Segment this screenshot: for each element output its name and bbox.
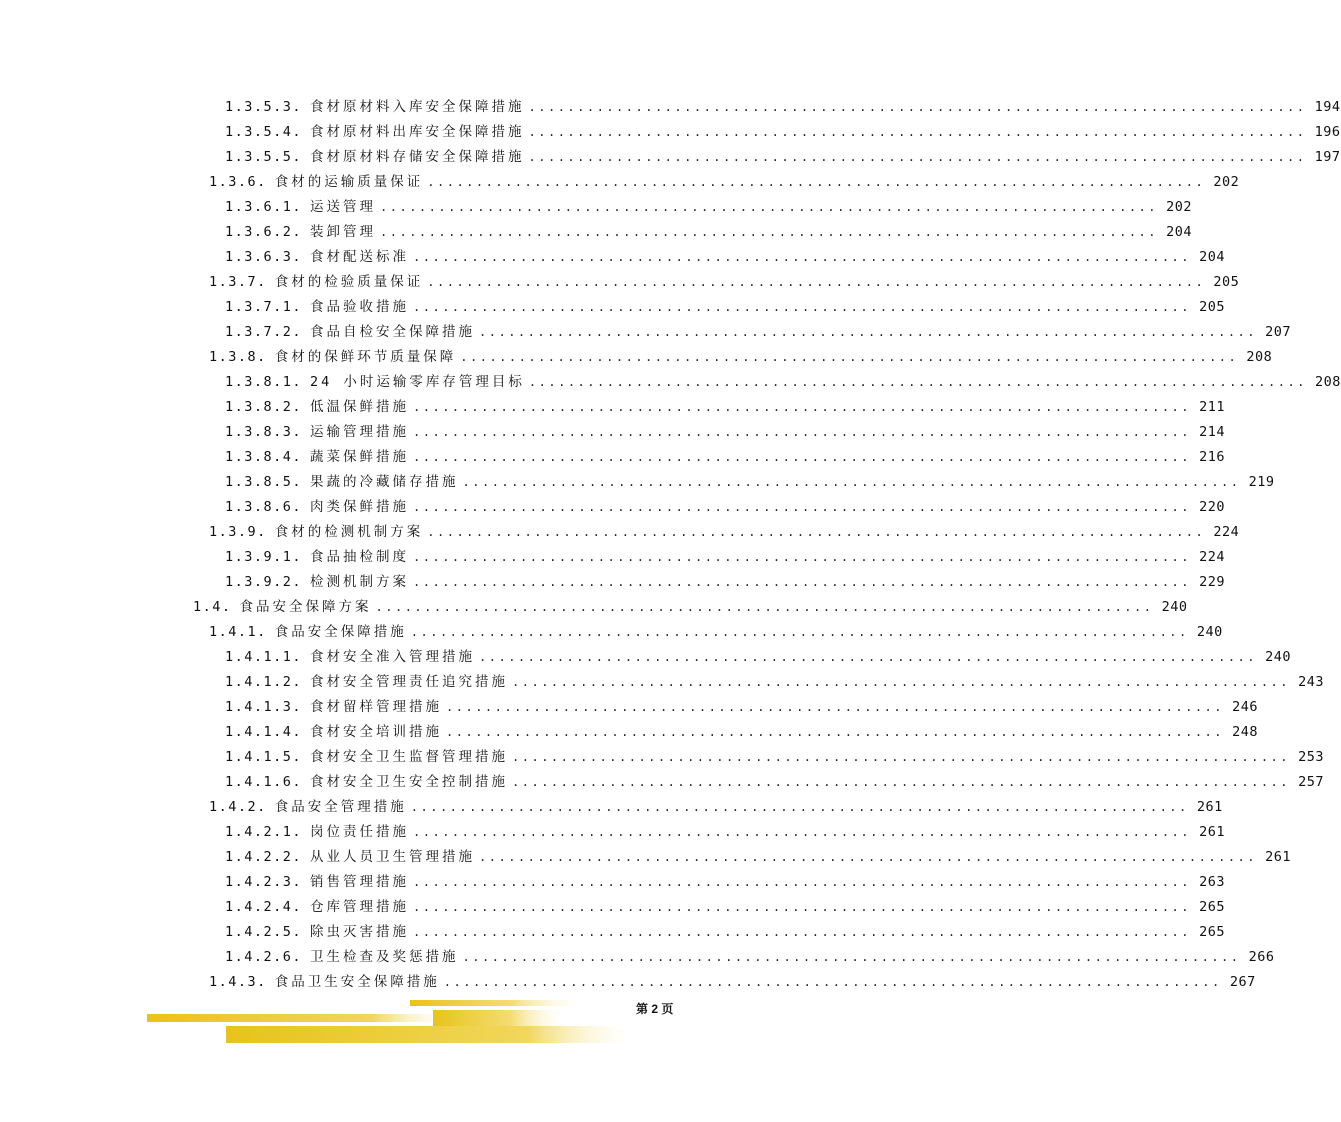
toc-entry-title: 销售管理措施 [310,874,410,890]
toc-entry-page: 196 [1314,124,1341,140]
toc-entry-page: 243 [1298,674,1324,690]
toc-dot-leader: ................................................................................ [528,100,1307,114]
toc-dot-leader: ................................................................................ [413,825,1191,839]
toc-entry-page: 240 [1265,649,1291,665]
toc-entry-number: 1.3.6.3. [225,249,303,265]
toc-entry-number: 1.3.9.1. [225,549,303,565]
toc-dot-leader: ................................................................................ [413,550,1191,564]
toc-dot-leader: ................................................................................ [460,350,1239,364]
toc-entry-page: 219 [1248,474,1275,490]
toc-entry-title: 低温保鲜措施 [310,399,410,415]
toc-entry-number: 1.4.1.5. [225,749,303,765]
toc-entry[interactable] [0,645,1291,670]
toc-entry-page: 194 [1314,99,1341,115]
toc-entry-page: 253 [1298,749,1324,765]
toc-entry[interactable] [0,470,1275,495]
toc-entry-title: 运送管理 [310,199,377,215]
toc-entry-number: 1.4.1.4. [225,724,303,740]
toc-entry-page: 240 [1196,624,1223,640]
toc-entry-title: 食品自检安全保障措施 [310,324,476,340]
toc-entry[interactable] [0,695,1258,720]
toc-dot-leader: ................................................................................ [512,750,1290,764]
toc-entry-title: 食材安全卫生安全控制措施 [310,774,509,790]
toc-entry-number: 1.3.8.6. [225,499,303,515]
toc-entry-page: 240 [1161,599,1188,615]
toc-entry[interactable] [0,320,1291,345]
toc-entry-title: 食材安全准入管理措施 [310,649,476,665]
toc-entry-title: 食材原材料出库安全保障措施 [310,124,525,140]
toc-entry[interactable] [0,245,1225,270]
toc-entry[interactable] [0,295,1225,320]
toc-entry[interactable] [0,270,1240,295]
toc-entry-number: 1.3.8.4. [225,449,303,465]
toc-entry-title: 岗位责任措施 [310,824,410,840]
toc-entry-number: 1.4.2.3. [225,874,303,890]
toc-entry-page: 266 [1248,949,1275,965]
toc-entry-title: 果蔬的冷藏储存措施 [310,474,459,490]
toc-entry[interactable] [0,920,1225,945]
toc-dot-leader: ................................................................................ [410,800,1189,814]
toc-entry-number: 1.4.1.2. [225,674,303,690]
toc-entry-page: 229 [1199,574,1225,590]
toc-entry-page: 265 [1199,924,1225,940]
toc-dot-leader: ................................................................................ [479,325,1257,339]
toc-entry-page: 246 [1232,699,1258,715]
toc-entry-page: 205 [1199,299,1225,315]
toc-entry-title: 食材安全培训措施 [310,724,443,740]
toc-dot-leader: ................................................................................ [427,525,1206,539]
table-of-contents [0,95,1341,995]
toc-dot-leader: ................................................................................ [427,275,1206,289]
toc-dot-leader: ................................................................................ [413,300,1191,314]
toc-entry-number: 1.3.8.5. [225,474,303,490]
toc-dot-leader: ................................................................................ [462,475,1241,489]
toc-dot-leader: ................................................................................ [380,200,1158,214]
toc-entry-number: 1.4.2.2. [225,849,303,865]
toc-dot-leader: ................................................................................ [413,925,1191,939]
footer-decoration [0,995,793,1055]
toc-entry-number: 1.3.9. [209,524,267,540]
toc-entry-page: 261 [1199,824,1225,840]
toc-entry-number: 1.4.2.6. [225,949,303,965]
toc-entry-title: 食材的检验质量保证 [274,274,424,290]
toc-entry-number: 1.3.8.1. [225,374,303,390]
toc-entry[interactable] [0,520,1240,545]
toc-dot-leader: ................................................................................ [479,650,1257,664]
toc-entry[interactable] [0,745,1324,770]
toc-entry-page: 202 [1213,174,1240,190]
toc-entry[interactable] [0,670,1324,695]
toc-entry[interactable] [0,195,1192,220]
toc-entry-page: 202 [1166,199,1192,215]
toc-dot-leader: ................................................................................ [528,125,1307,139]
toc-entry-number: 1.3.9.2. [225,574,303,590]
toc-dot-leader: ................................................................................ [413,500,1191,514]
toc-entry-page: 263 [1199,874,1225,890]
toc-entry-number: 1.4.2. [209,799,267,815]
toc-entry[interactable] [0,945,1275,970]
toc-entry-title: 食材原材料入库安全保障措施 [310,99,525,115]
toc-entry[interactable] [0,970,1256,995]
toc-entry-title: 食品验收措施 [310,299,410,315]
toc-entry[interactable] [0,95,1341,120]
toc-entry[interactable] [0,420,1225,445]
toc-entry[interactable] [0,220,1192,245]
toc-entry-title: 食品卫生安全保障措施 [274,974,440,990]
toc-entry-title: 食材原材料存储安全保障措施 [310,149,525,165]
toc-entry-number: 1.3.8.3. [225,424,303,440]
toc-entry-page: 216 [1199,449,1225,465]
toc-entry-title: 卫生检查及奖惩措施 [310,949,459,965]
toc-entry-page: 248 [1232,724,1258,740]
toc-entry-number: 1.4.1. [209,624,267,640]
toc-entry-number: 1.4. [193,599,232,615]
toc-entry-title: 食品抽检制度 [310,549,410,565]
toc-entry-number: 1.3.6.2. [225,224,303,240]
toc-dot-leader: ................................................................................ [413,400,1191,414]
toc-entry-page: 207 [1265,324,1291,340]
toc-entry-number: 1.4.1.3. [225,699,303,715]
toc-entry-page: 224 [1199,549,1225,565]
toc-entry-title: 装卸管理 [310,224,377,240]
toc-entry-page: 204 [1166,224,1192,240]
toc-entry-title: 运输管理措施 [310,424,410,440]
toc-entry-title: 食材的保鲜环节质量保障 [274,349,457,365]
toc-entry[interactable] [0,145,1341,170]
toc-entry-number: 1.4.1.1. [225,649,303,665]
toc-entry-title: 检测机制方案 [310,574,410,590]
toc-dot-leader: ................................................................................ [512,675,1290,689]
toc-entry-page: 208 [1315,374,1341,390]
toc-dot-leader: ................................................................................ [410,625,1189,639]
toc-entry-page: 220 [1199,499,1225,515]
toc-dot-leader: ................................................................................ [413,450,1191,464]
toc-entry-number: 1.4.2.1. [225,824,303,840]
toc-entry-page: 261 [1196,799,1223,815]
toc-entry[interactable] [0,120,1341,145]
page-number: 第 2 页 [636,1002,674,1016]
toc-entry-page: 265 [1199,899,1225,915]
toc-entry-number: 1.3.8. [209,349,267,365]
toc-dot-leader: ................................................................................ [528,375,1307,389]
toc-entry[interactable] [0,345,1273,370]
toc-entry-title: 24 小时运输零库存管理目标 [310,374,525,390]
toc-entry[interactable] [0,570,1225,595]
toc-entry-page: 205 [1213,274,1240,290]
toc-entry-number: 1.3.7.1. [225,299,303,315]
toc-entry-number: 1.3.7.2. [225,324,303,340]
toc-dot-leader: ................................................................................ [462,950,1241,964]
toc-entry[interactable] [0,545,1225,570]
toc-entry-title: 食材留样管理措施 [310,699,443,715]
toc-dot-leader: ................................................................................ [479,850,1257,864]
toc-entry-title: 食材安全卫生监督管理措施 [310,749,509,765]
toc-dot-leader: ................................................................................ [427,175,1206,189]
toc-entry-title: 食材安全管理责任追究措施 [310,674,509,690]
toc-entry[interactable] [0,820,1225,845]
toc-entry-title: 食品安全管理措施 [274,799,407,815]
toc-entry-number: 1.4.2.5. [225,924,303,940]
toc-entry-number: 1.4.3. [209,974,267,990]
toc-entry-number: 1.3.8.2. [225,399,303,415]
toc-entry-number: 1.3.5.4. [225,124,303,140]
toc-entry-page: 197 [1314,149,1341,165]
toc-entry-number: 1.4.2.4. [225,899,303,915]
toc-dot-leader: ................................................................................ [446,700,1224,714]
toc-entry-title: 食材配送标准 [310,249,410,265]
toc-entry-page: 224 [1213,524,1240,540]
toc-dot-leader: ................................................................................ [413,875,1191,889]
toc-dot-leader: ................................................................................ [512,775,1290,789]
toc-dot-leader: ................................................................................ [528,150,1307,164]
toc-entry[interactable] [0,770,1324,795]
toc-entry[interactable] [0,595,1188,620]
toc-dot-leader: ................................................................................ [413,575,1191,589]
toc-entry-title: 从业人员卫生管理措施 [310,849,476,865]
toc-dot-leader: ................................................................................ [446,725,1224,739]
toc-entry-page: 267 [1229,974,1256,990]
toc-entry-title: 食品安全保障措施 [274,624,407,640]
toc-entry-page: 214 [1199,424,1225,440]
toc-dot-leader: ................................................................................ [413,425,1191,439]
toc-entry[interactable] [0,170,1240,195]
toc-entry[interactable] [0,895,1225,920]
toc-dot-leader: ................................................................................ [380,225,1158,239]
toc-dot-leader: ................................................................................ [375,600,1154,614]
footer-bars-graphic [0,995,793,1055]
toc-entry-title: 食品安全保障方案 [239,599,372,615]
toc-entry-title: 蔬菜保鲜措施 [310,449,410,465]
toc-entry-page: 208 [1246,349,1273,365]
toc-entry[interactable] [0,845,1291,870]
toc-entry-title: 食材的运输质量保证 [274,174,424,190]
toc-entry-number: 1.4.1.6. [225,774,303,790]
toc-entry-title: 肉类保鲜措施 [310,499,410,515]
toc-entry-title: 除虫灭害措施 [310,924,410,940]
toc-entry-number: 1.3.5.3. [225,99,303,115]
toc-dot-leader: ................................................................................ [443,975,1222,989]
toc-entry-title: 仓库管理措施 [310,899,410,915]
toc-entry-page: 211 [1199,399,1225,415]
toc-entry-number: 1.3.6.1. [225,199,303,215]
toc-entry-page: 261 [1265,849,1291,865]
toc-dot-leader: ................................................................................ [413,250,1191,264]
toc-entry[interactable] [0,620,1223,645]
toc-entry[interactable] [0,370,1341,395]
toc-entry-number: 1.3.6. [209,174,267,190]
toc-entry-number: 1.3.5.5. [225,149,303,165]
toc-entry-page: 257 [1298,774,1324,790]
toc-entry-page: 204 [1199,249,1225,265]
toc-entry[interactable] [0,720,1258,745]
toc-entry[interactable] [0,445,1225,470]
toc-entry-title: 食材的检测机制方案 [274,524,424,540]
toc-entry[interactable] [0,870,1225,895]
toc-entry[interactable] [0,795,1223,820]
toc-entry[interactable] [0,495,1225,520]
toc-dot-leader: ................................................................................ [413,900,1191,914]
toc-entry[interactable] [0,395,1225,420]
toc-entry-number: 1.3.7. [209,274,267,290]
